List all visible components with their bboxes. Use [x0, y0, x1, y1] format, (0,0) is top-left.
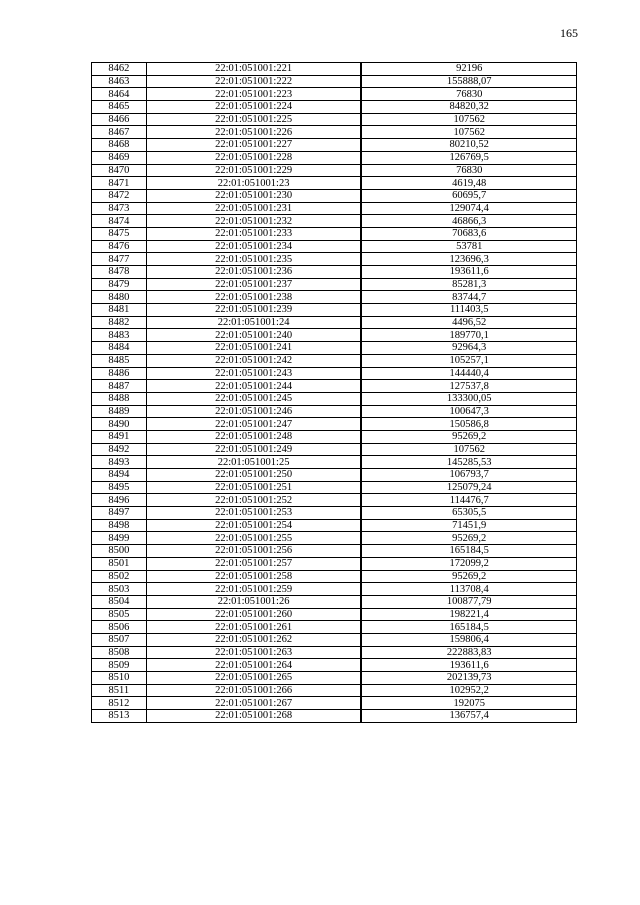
value-cell: 46866,3	[361, 215, 576, 228]
table-row	[92, 633, 577, 646]
table-row	[92, 164, 577, 177]
table-row	[92, 697, 577, 710]
row-number-cell: 8494	[92, 469, 147, 482]
table-row	[92, 316, 577, 329]
row-number-cell: 8493	[92, 456, 147, 469]
table-row	[92, 557, 577, 570]
table-row	[92, 621, 577, 634]
value-cell: 136757,4	[361, 710, 576, 723]
row-number-cell: 8488	[92, 392, 147, 405]
value-cell: 133300,05	[361, 392, 576, 405]
value-cell: 127537,8	[361, 380, 576, 393]
value-cell: 80210,52	[361, 139, 576, 152]
row-number-cell: 8486	[92, 367, 147, 380]
value-cell: 83744,7	[361, 291, 576, 304]
value-cell: 107562	[361, 443, 576, 456]
table-row	[92, 469, 577, 482]
cadastral-number-cell: 22:01:051001:24	[146, 316, 361, 329]
value-cell: 111403,5	[361, 304, 576, 317]
cadastral-number-cell: 22:01:051001:239	[146, 304, 361, 317]
cadastral-number-cell: 22:01:051001:225	[146, 113, 361, 126]
cadastral-number-cell: 22:01:051001:221	[146, 63, 361, 76]
table-row	[92, 278, 577, 291]
cadastral-number-cell: 22:01:051001:262	[146, 633, 361, 646]
cadastral-number-cell: 22:01:051001:252	[146, 494, 361, 507]
cadastral-number-cell: 22:01:051001:244	[146, 380, 361, 393]
value-cell: 165184,5	[361, 621, 576, 634]
row-number-cell: 8495	[92, 481, 147, 494]
value-cell: 126769,5	[361, 151, 576, 164]
cadastral-number-cell: 22:01:051001:237	[146, 278, 361, 291]
value-cell: 150586,8	[361, 418, 576, 431]
row-number-cell: 8464	[92, 88, 147, 101]
value-cell: 4496,52	[361, 316, 576, 329]
value-cell: 193611,6	[361, 659, 576, 672]
cadastral-number-cell: 22:01:051001:224	[146, 101, 361, 114]
table-row	[92, 227, 577, 240]
value-cell: 70683,6	[361, 227, 576, 240]
cadastral-number-cell: 22:01:051001:232	[146, 215, 361, 228]
row-number-cell: 8477	[92, 253, 147, 266]
table-row	[92, 367, 577, 380]
cadastral-number-cell: 22:01:051001:245	[146, 392, 361, 405]
table-row	[92, 418, 577, 431]
cadastral-number-cell: 22:01:051001:231	[146, 202, 361, 215]
row-number-cell: 8485	[92, 354, 147, 367]
value-cell: 114476,7	[361, 494, 576, 507]
row-number-cell: 8511	[92, 684, 147, 697]
table-row	[92, 684, 577, 697]
row-number-cell: 8479	[92, 278, 147, 291]
value-cell: 95269,2	[361, 430, 576, 443]
row-number-cell: 8507	[92, 633, 147, 646]
row-number-cell: 8484	[92, 342, 147, 355]
cadastral-number-cell: 22:01:051001:233	[146, 227, 361, 240]
table-row	[92, 139, 577, 152]
table-row	[92, 595, 577, 608]
value-cell: 222883,83	[361, 646, 576, 659]
row-number-cell: 8463	[92, 75, 147, 88]
cadastral-number-cell: 22:01:051001:240	[146, 329, 361, 342]
value-cell: 100647,3	[361, 405, 576, 418]
table-row	[92, 215, 577, 228]
cadastral-number-cell: 22:01:051001:26	[146, 595, 361, 608]
table-body	[92, 63, 577, 723]
table-row	[92, 342, 577, 355]
table-row	[92, 583, 577, 596]
cadastral-number-cell: 22:01:051001:253	[146, 507, 361, 520]
row-number-cell: 8475	[92, 227, 147, 240]
row-number-cell: 8509	[92, 659, 147, 672]
cadastral-number-cell: 22:01:051001:268	[146, 710, 361, 723]
row-number-cell: 8472	[92, 189, 147, 202]
value-cell: 84820,32	[361, 101, 576, 114]
cadastral-number-cell: 22:01:051001:230	[146, 189, 361, 202]
table-row	[92, 113, 577, 126]
table-row	[92, 481, 577, 494]
cadastral-number-cell: 22:01:051001:242	[146, 354, 361, 367]
value-cell: 189770,1	[361, 329, 576, 342]
row-number-cell: 8489	[92, 405, 147, 418]
row-number-cell: 8482	[92, 316, 147, 329]
value-cell: 113708,4	[361, 583, 576, 596]
page-number: 165	[560, 26, 578, 40]
value-cell: 107562	[361, 126, 576, 139]
row-number-cell: 8480	[92, 291, 147, 304]
row-number-cell: 8502	[92, 570, 147, 583]
value-cell: 145285,53	[361, 456, 576, 469]
row-number-cell: 8471	[92, 177, 147, 190]
value-cell: 144440,4	[361, 367, 576, 380]
row-number-cell: 8476	[92, 240, 147, 253]
table-row	[92, 392, 577, 405]
table-row	[92, 710, 577, 723]
row-number-cell: 8501	[92, 557, 147, 570]
row-number-cell: 8496	[92, 494, 147, 507]
value-cell: 193611,6	[361, 266, 576, 279]
value-cell: 125079,24	[361, 481, 576, 494]
cadastral-number-cell: 22:01:051001:261	[146, 621, 361, 634]
table-row	[92, 291, 577, 304]
row-number-cell: 8497	[92, 507, 147, 520]
value-cell: 76830	[361, 88, 576, 101]
table-row	[92, 608, 577, 621]
cadastral-number-cell: 22:01:051001:235	[146, 253, 361, 266]
cadastral-number-cell: 22:01:051001:255	[146, 532, 361, 545]
row-number-cell: 8498	[92, 519, 147, 532]
cadastral-number-cell: 22:01:051001:263	[146, 646, 361, 659]
row-number-cell: 8512	[92, 697, 147, 710]
cadastral-number-cell: 22:01:051001:264	[146, 659, 361, 672]
value-cell: 95269,2	[361, 532, 576, 545]
value-cell: 85281,3	[361, 278, 576, 291]
table-row	[92, 88, 577, 101]
table-row	[92, 354, 577, 367]
cadastral-number-cell: 22:01:051001:229	[146, 164, 361, 177]
row-number-cell: 8473	[92, 202, 147, 215]
cadastral-number-cell: 22:01:051001:259	[146, 583, 361, 596]
value-cell: 159806,4	[361, 633, 576, 646]
table-row	[92, 456, 577, 469]
value-cell: 95269,2	[361, 570, 576, 583]
cadastral-number-cell: 22:01:051001:234	[146, 240, 361, 253]
table-row	[92, 189, 577, 202]
row-number-cell: 8490	[92, 418, 147, 431]
cadastral-number-cell: 22:01:051001:267	[146, 697, 361, 710]
row-number-cell: 8510	[92, 672, 147, 685]
row-number-cell: 8513	[92, 710, 147, 723]
table-row	[92, 266, 577, 279]
table-row	[92, 253, 577, 266]
data-table	[91, 62, 577, 723]
row-number-cell: 8481	[92, 304, 147, 317]
table-row	[92, 659, 577, 672]
value-cell: 53781	[361, 240, 576, 253]
cadastral-number-cell: 22:01:051001:254	[146, 519, 361, 532]
table-row	[92, 405, 577, 418]
value-cell: 76830	[361, 164, 576, 177]
value-cell: 172099,2	[361, 557, 576, 570]
cadastral-number-cell: 22:01:051001:247	[146, 418, 361, 431]
table-row	[92, 494, 577, 507]
row-number-cell: 8500	[92, 545, 147, 558]
cadastral-number-cell: 22:01:051001:23	[146, 177, 361, 190]
table-row	[92, 75, 577, 88]
table-row	[92, 545, 577, 558]
table-row	[92, 532, 577, 545]
row-number-cell: 8491	[92, 430, 147, 443]
cadastral-number-cell: 22:01:051001:222	[146, 75, 361, 88]
cadastral-number-cell: 22:01:051001:260	[146, 608, 361, 621]
value-cell: 198221,4	[361, 608, 576, 621]
row-number-cell: 8462	[92, 63, 147, 76]
row-number-cell: 8487	[92, 380, 147, 393]
value-cell: 4619,48	[361, 177, 576, 190]
value-cell: 102952,2	[361, 684, 576, 697]
table-row	[92, 63, 577, 76]
value-cell: 123696,3	[361, 253, 576, 266]
cadastral-number-cell: 22:01:051001:243	[146, 367, 361, 380]
value-cell: 165184,5	[361, 545, 576, 558]
row-number-cell: 8466	[92, 113, 147, 126]
cadastral-number-cell: 22:01:051001:265	[146, 672, 361, 685]
row-number-cell: 8465	[92, 101, 147, 114]
table-row	[92, 430, 577, 443]
row-number-cell: 8483	[92, 329, 147, 342]
table-row	[92, 380, 577, 393]
row-number-cell: 8504	[92, 595, 147, 608]
table-row	[92, 570, 577, 583]
row-number-cell: 8470	[92, 164, 147, 177]
cadastral-number-cell: 22:01:051001:251	[146, 481, 361, 494]
cadastral-number-cell: 22:01:051001:266	[146, 684, 361, 697]
cadastral-number-cell: 22:01:051001:236	[146, 266, 361, 279]
table-row	[92, 519, 577, 532]
row-number-cell: 8492	[92, 443, 147, 456]
cadastral-number-cell: 22:01:051001:238	[146, 291, 361, 304]
value-cell: 105257,1	[361, 354, 576, 367]
value-cell: 155888,07	[361, 75, 576, 88]
cadastral-number-cell: 22:01:051001:248	[146, 430, 361, 443]
cadastral-number-cell: 22:01:051001:241	[146, 342, 361, 355]
table-row	[92, 240, 577, 253]
value-cell: 92196	[361, 63, 576, 76]
cadastral-number-cell: 22:01:051001:228	[146, 151, 361, 164]
row-number-cell: 8499	[92, 532, 147, 545]
cadastral-number-cell: 22:01:051001:226	[146, 126, 361, 139]
table-row	[92, 304, 577, 317]
value-cell: 192075	[361, 697, 576, 710]
row-number-cell: 8503	[92, 583, 147, 596]
row-number-cell: 8506	[92, 621, 147, 634]
value-cell: 100877,79	[361, 595, 576, 608]
row-number-cell: 8469	[92, 151, 147, 164]
row-number-cell: 8478	[92, 266, 147, 279]
row-number-cell: 8474	[92, 215, 147, 228]
cadastral-number-cell: 22:01:051001:258	[146, 570, 361, 583]
value-cell: 65305,5	[361, 507, 576, 520]
table-row	[92, 177, 577, 190]
table-row	[92, 151, 577, 164]
value-cell: 71451,9	[361, 519, 576, 532]
table-row	[92, 646, 577, 659]
cadastral-number-cell: 22:01:051001:227	[146, 139, 361, 152]
table-row	[92, 126, 577, 139]
cadastral-number-cell: 22:01:051001:256	[146, 545, 361, 558]
value-cell: 107562	[361, 113, 576, 126]
cadastral-number-cell: 22:01:051001:249	[146, 443, 361, 456]
row-number-cell: 8508	[92, 646, 147, 659]
row-number-cell: 8468	[92, 139, 147, 152]
value-cell: 106793,7	[361, 469, 576, 482]
table-row	[92, 672, 577, 685]
table-row	[92, 507, 577, 520]
row-number-cell: 8467	[92, 126, 147, 139]
table-row	[92, 443, 577, 456]
value-cell: 202139,73	[361, 672, 576, 685]
table-row	[92, 202, 577, 215]
cadastral-number-cell: 22:01:051001:25	[146, 456, 361, 469]
table-row	[92, 329, 577, 342]
row-number-cell: 8505	[92, 608, 147, 621]
cadastral-number-cell: 22:01:051001:257	[146, 557, 361, 570]
value-cell: 92964,3	[361, 342, 576, 355]
cadastral-number-cell: 22:01:051001:246	[146, 405, 361, 418]
table-row	[92, 101, 577, 114]
cadastral-number-cell: 22:01:051001:250	[146, 469, 361, 482]
value-cell: 60695,7	[361, 189, 576, 202]
value-cell: 129074,4	[361, 202, 576, 215]
cadastral-number-cell: 22:01:051001:223	[146, 88, 361, 101]
